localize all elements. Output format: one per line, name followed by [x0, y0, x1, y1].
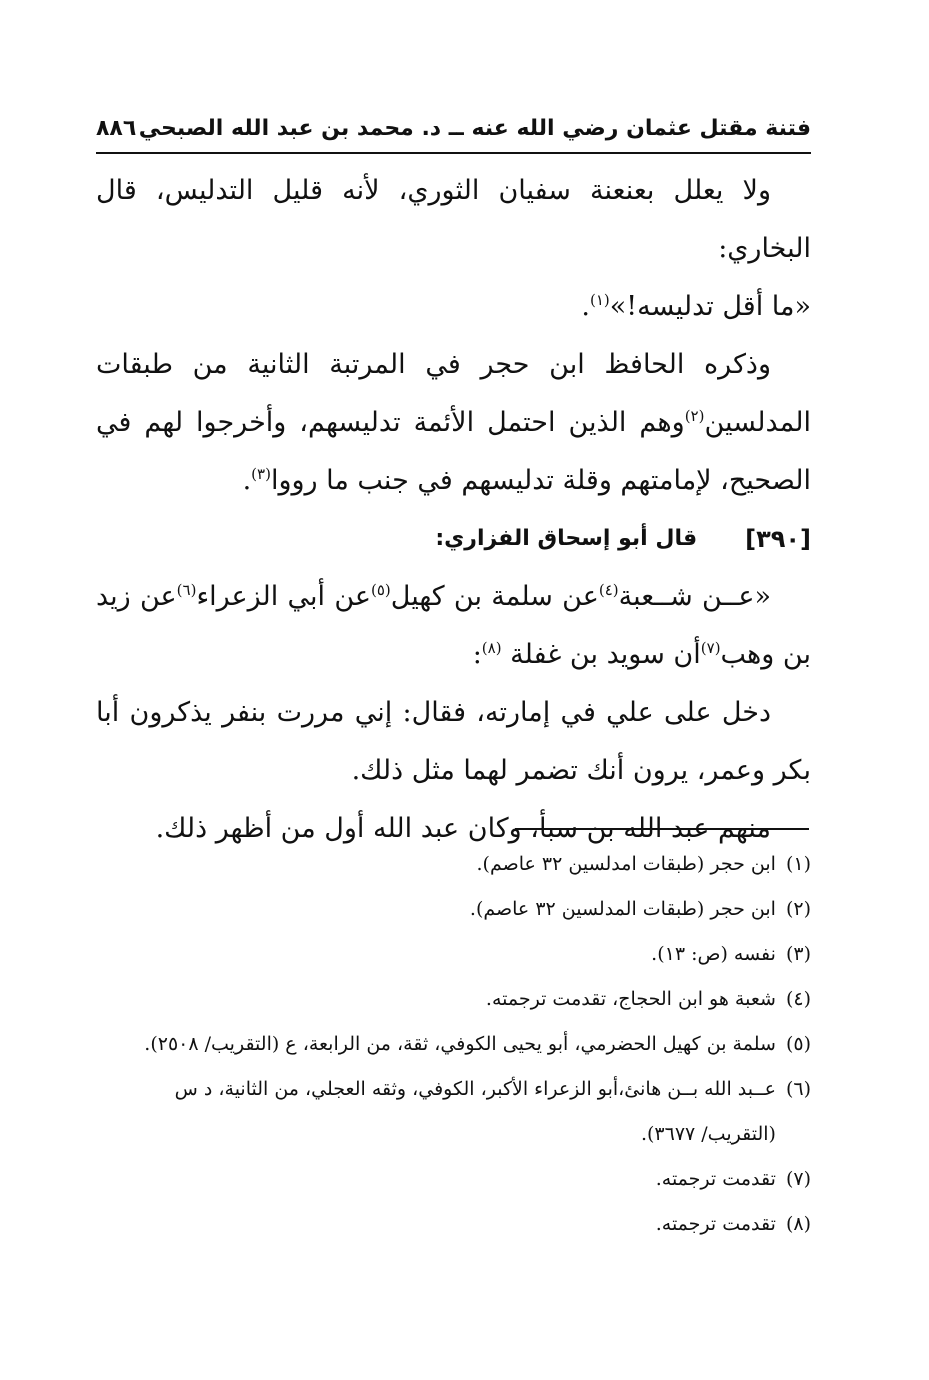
paragraph-3: دخل على علي في إمارته، فقال: إني مررت بنفر يذكرون أبا بكر وعمر، يرون أنك تضمر لهما مثل ذلك.: [96, 697, 811, 786]
footnote-ref[interactable]: (٧): [700, 639, 721, 657]
footnote-item: (١) ابن حجر (طبقات امدلسين ٣٢ عاصم).: [476, 853, 811, 875]
section-title: قال أبو إسحاق الفزاري:: [435, 526, 698, 551]
paragraph-2: وذكره الحافظ ابن حجر في المرتبة الثانية من طبقات المدلسين$^{(٢)}$وهم الذين احتمل الأئمة تدليسهم، وأخرجوا لهم في الصحيح، لإمامتهم وقلة تدليسهم في جنب ما رووا$^{(٣)}$.: [96, 349, 811, 496]
main-text: [96, 162, 811, 858]
section-heading: [96, 510, 811, 568]
isnad-paragraph: «عــن شــعبة$^{(٤)}$عن سلمة بن كهيل$^{(٥)}$عن أبي الزعراء$^{(٦)}$عن زيد بن وهب$^{(٧)}$أن سويد بن غفلة $^{(٨)}$:: [96, 581, 811, 670]
footnote-ref[interactable]: (٦): [176, 581, 197, 599]
footnote-separator: [515, 828, 809, 830]
footnote-ref[interactable]: (٨): [481, 639, 502, 657]
footnote-ref[interactable]: (٣): [251, 465, 271, 483]
footnote-item: (٨) تقدمت ترجمته.: [655, 1213, 811, 1235]
footnote-item: (٥) سلمة بن كهيل الحضرمي، أبو يحيى الكوفي، ثقة، من الرابعة، ع (التقريب/ ٢٥٠٨).: [144, 1033, 811, 1055]
footnote-ref[interactable]: (١): [589, 291, 610, 309]
footnote-ref[interactable]: (٤): [598, 581, 619, 599]
footnote-item: (٦) عــبد الله بــن هانئ،أبو الزعراء الأكبر، الكوفي، وثقه العجلي، من الثانية، د س (التقريب/ ٣٦٧٧).: [174, 1078, 811, 1145]
header-title: فتنة مقتل عثمان رضي الله عنه ــ د. محمد بن عبد الله الصبحي: [138, 115, 811, 141]
footnote-item: (٢) ابن حجر (طبقات المدلسين ٣٢ عاصم).: [469, 898, 811, 920]
page-number: ٨٨٦: [96, 115, 137, 141]
footnote-item: (٣) نفسه (ص: ١٣).: [651, 943, 811, 965]
footnote-ref[interactable]: (٢): [684, 407, 705, 425]
footnote-item: (٧) تقدمت ترجمته.: [655, 1168, 811, 1190]
footnote-item: (٤) شعبة هو ابن الحجاج، تقدمت ترجمته.: [485, 988, 811, 1010]
running-header: [96, 108, 811, 148]
paragraph-1-quote: «ما أقل تدليسه!»$^{(١)}$.: [581, 291, 811, 322]
footnote-ref[interactable]: (٥): [370, 581, 391, 599]
section-number: [٣٩٠]: [745, 525, 811, 553]
paragraph-1: ولا يعلل بعنعنة سفيان الثوري، لأنه قليل التدليس، قال البخاري:: [96, 175, 811, 264]
paragraph-4: منهم عبد الله بن سبأ، وكان عبد الله أول من أظهر ذلك.: [155, 813, 771, 844]
footnotes: [96, 842, 811, 1247]
header-rule: [96, 152, 811, 154]
